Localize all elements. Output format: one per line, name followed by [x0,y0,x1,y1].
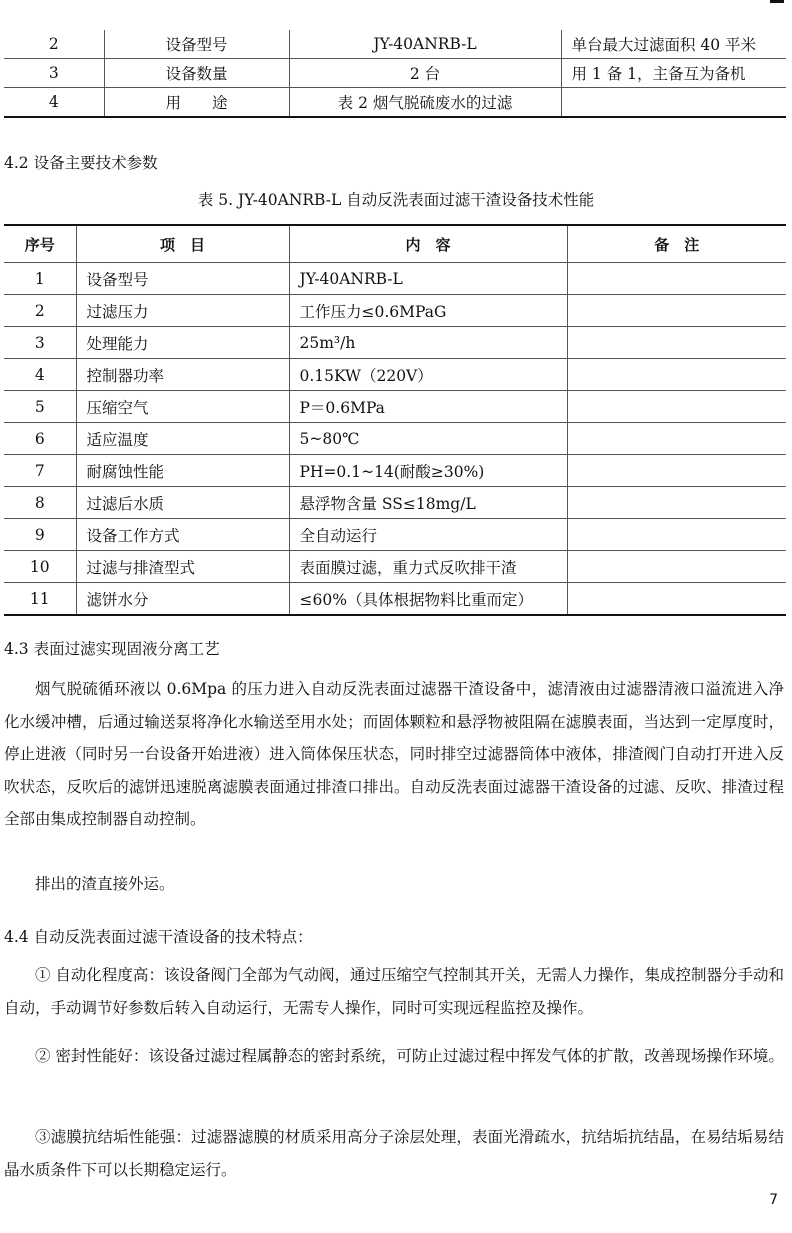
table-row [4,391,786,423]
row-note: 单台最大过滤面积 40 平米 [561,30,786,59]
row-number: 3 [4,327,76,359]
row-note [567,551,786,583]
section-heading-4-3: 4.3 表面过滤实现固液分离工艺 [4,640,220,658]
table-caption: 表 5. JY-40ANRB-L 自动反洗表面过滤干渣设备技术性能 [197,191,595,209]
table-row [4,295,786,327]
row-item: 过滤与排渣型式 [76,551,289,583]
row-item: 滤饼水分 [76,583,289,616]
row-content: 悬浮物含量 SS≤18mg/L [289,487,567,519]
disposal-paragraph: 排出的渣直接外运。 [35,875,175,893]
row-note [567,455,786,487]
row-note [567,519,786,551]
header-note: 备 注 [567,225,786,263]
equipment-summary-table [4,30,786,118]
row-item: 用 途 [104,88,289,118]
row-note [567,263,786,295]
row-value: 表 2 烟气脱硫废水的过滤 [289,88,561,118]
row-note [567,295,786,327]
row-content: 25m³/h [289,327,567,359]
table-row [4,59,786,88]
tech-spec-table [4,224,786,616]
table-row [4,519,786,551]
row-content: ≤60%（具体根据物料比重而定） [289,583,567,616]
row-number: 2 [4,295,76,327]
row-number: 7 [4,455,76,487]
header-item: 项 目 [76,225,289,263]
row-item: 设备工作方式 [76,519,289,551]
table-row [4,88,786,118]
row-item: 设备型号 [104,30,289,59]
table-row [4,263,786,295]
row-number: 4 [4,88,104,118]
feature-automation: ① 自动化程度高：该设备阀门全部为气动阀，通过压缩空气控制其开关，无需人力操作，集成控制器分手动和自动，手动调节好参数后转入自动运行，无需专人操作，同时可实现远程监控及操作。 [4,966,784,1017]
row-number: 4 [4,359,76,391]
row-item: 压缩空气 [76,391,289,423]
row-item: 处理能力 [76,327,289,359]
row-content: 表面膜过滤，重力式反吹排干渣 [289,551,567,583]
row-number: 2 [4,30,104,59]
table-row [4,327,786,359]
row-content: PH=0.1~14(耐酸≥30%) [289,455,567,487]
row-note: 用 1 备 1，主备互为备机 [561,59,786,88]
table-row [4,455,786,487]
header-content: 内 容 [289,225,567,263]
row-note [567,487,786,519]
row-value: 2 台 [289,59,561,88]
row-item: 耐腐蚀性能 [76,455,289,487]
row-note [567,391,786,423]
row-number: 11 [4,583,76,616]
row-content: 工作压力≤0.6MPaG [289,295,567,327]
table-row [4,359,786,391]
row-note [567,583,786,616]
feature-anti-scaling: ③滤膜抗结垢性能强：过滤器滤膜的材质采用高分子涂层处理，表面光滑疏水，抗结垢抗结晶，在易结垢易结晶水质条件下可以长期稳定运行。 [4,1128,784,1179]
table-row [4,30,786,59]
row-number: 8 [4,487,76,519]
table-row [4,487,786,519]
row-item: 适应温度 [76,423,289,455]
row-item: 过滤后水质 [76,487,289,519]
row-item: 过滤压力 [76,295,289,327]
row-item: 设备数量 [104,59,289,88]
row-note [567,423,786,455]
row-content: JY-40ANRB-L [289,263,567,295]
row-number: 5 [4,391,76,423]
section-heading-4-2: 4.2 设备主要技术参数 [4,154,158,172]
row-content: 5~80℃ [289,423,567,455]
row-number: 1 [4,263,76,295]
row-number: 10 [4,551,76,583]
feature-sealing: ② 密封性能好：该设备过滤过程属静态的密封系统，可防止过滤过程中挥发气体的扩散，改善现场操作环境。 [35,1047,784,1065]
row-content: P＝0.6MPa [289,391,567,423]
row-item: 控制器功率 [76,359,289,391]
corner-mark [770,0,784,3]
process-paragraph: 烟气脱硫循环液以 0.6Mpa 的压力进入自动反洗表面过滤器干渣设备中，滤清液由过滤器清液口溢流进入净化水缓冲槽，后通过输送泵将净化水输送至用水处；而固体颗粒和悬浮物被阻隔在滤膜表面，当达到一定厚度时，停止进液（同时另一台设备开始进液）进入筒体保压状态，同时排空过滤器筒体中液体，排渣阀门自动打开进入反吹状态，反吹后的滤饼迅速脱离滤膜表面通过排渣口排出。自动反洗表面过滤器干渣设备的过滤、反吹、排渣过程全部由集成控制器自动控制。 [4,680,784,828]
row-note [561,88,786,118]
row-note [567,359,786,391]
page-number: 7 [769,1192,778,1208]
row-number: 6 [4,423,76,455]
table-row [4,423,786,455]
row-number: 3 [4,59,104,88]
section-heading-4-4: 4.4 自动反洗表面过滤干渣设备的技术特点： [4,928,313,946]
row-value: JY-40ANRB-L [289,30,561,59]
row-note [567,327,786,359]
header-number: 序号 [4,225,76,263]
row-number: 9 [4,519,76,551]
table-row [4,551,786,583]
row-content: 全自动运行 [289,519,567,551]
row-content: 0.15KW（220V） [289,359,567,391]
table-row [4,583,786,616]
row-item: 设备型号 [76,263,289,295]
table-header-row [4,225,786,263]
